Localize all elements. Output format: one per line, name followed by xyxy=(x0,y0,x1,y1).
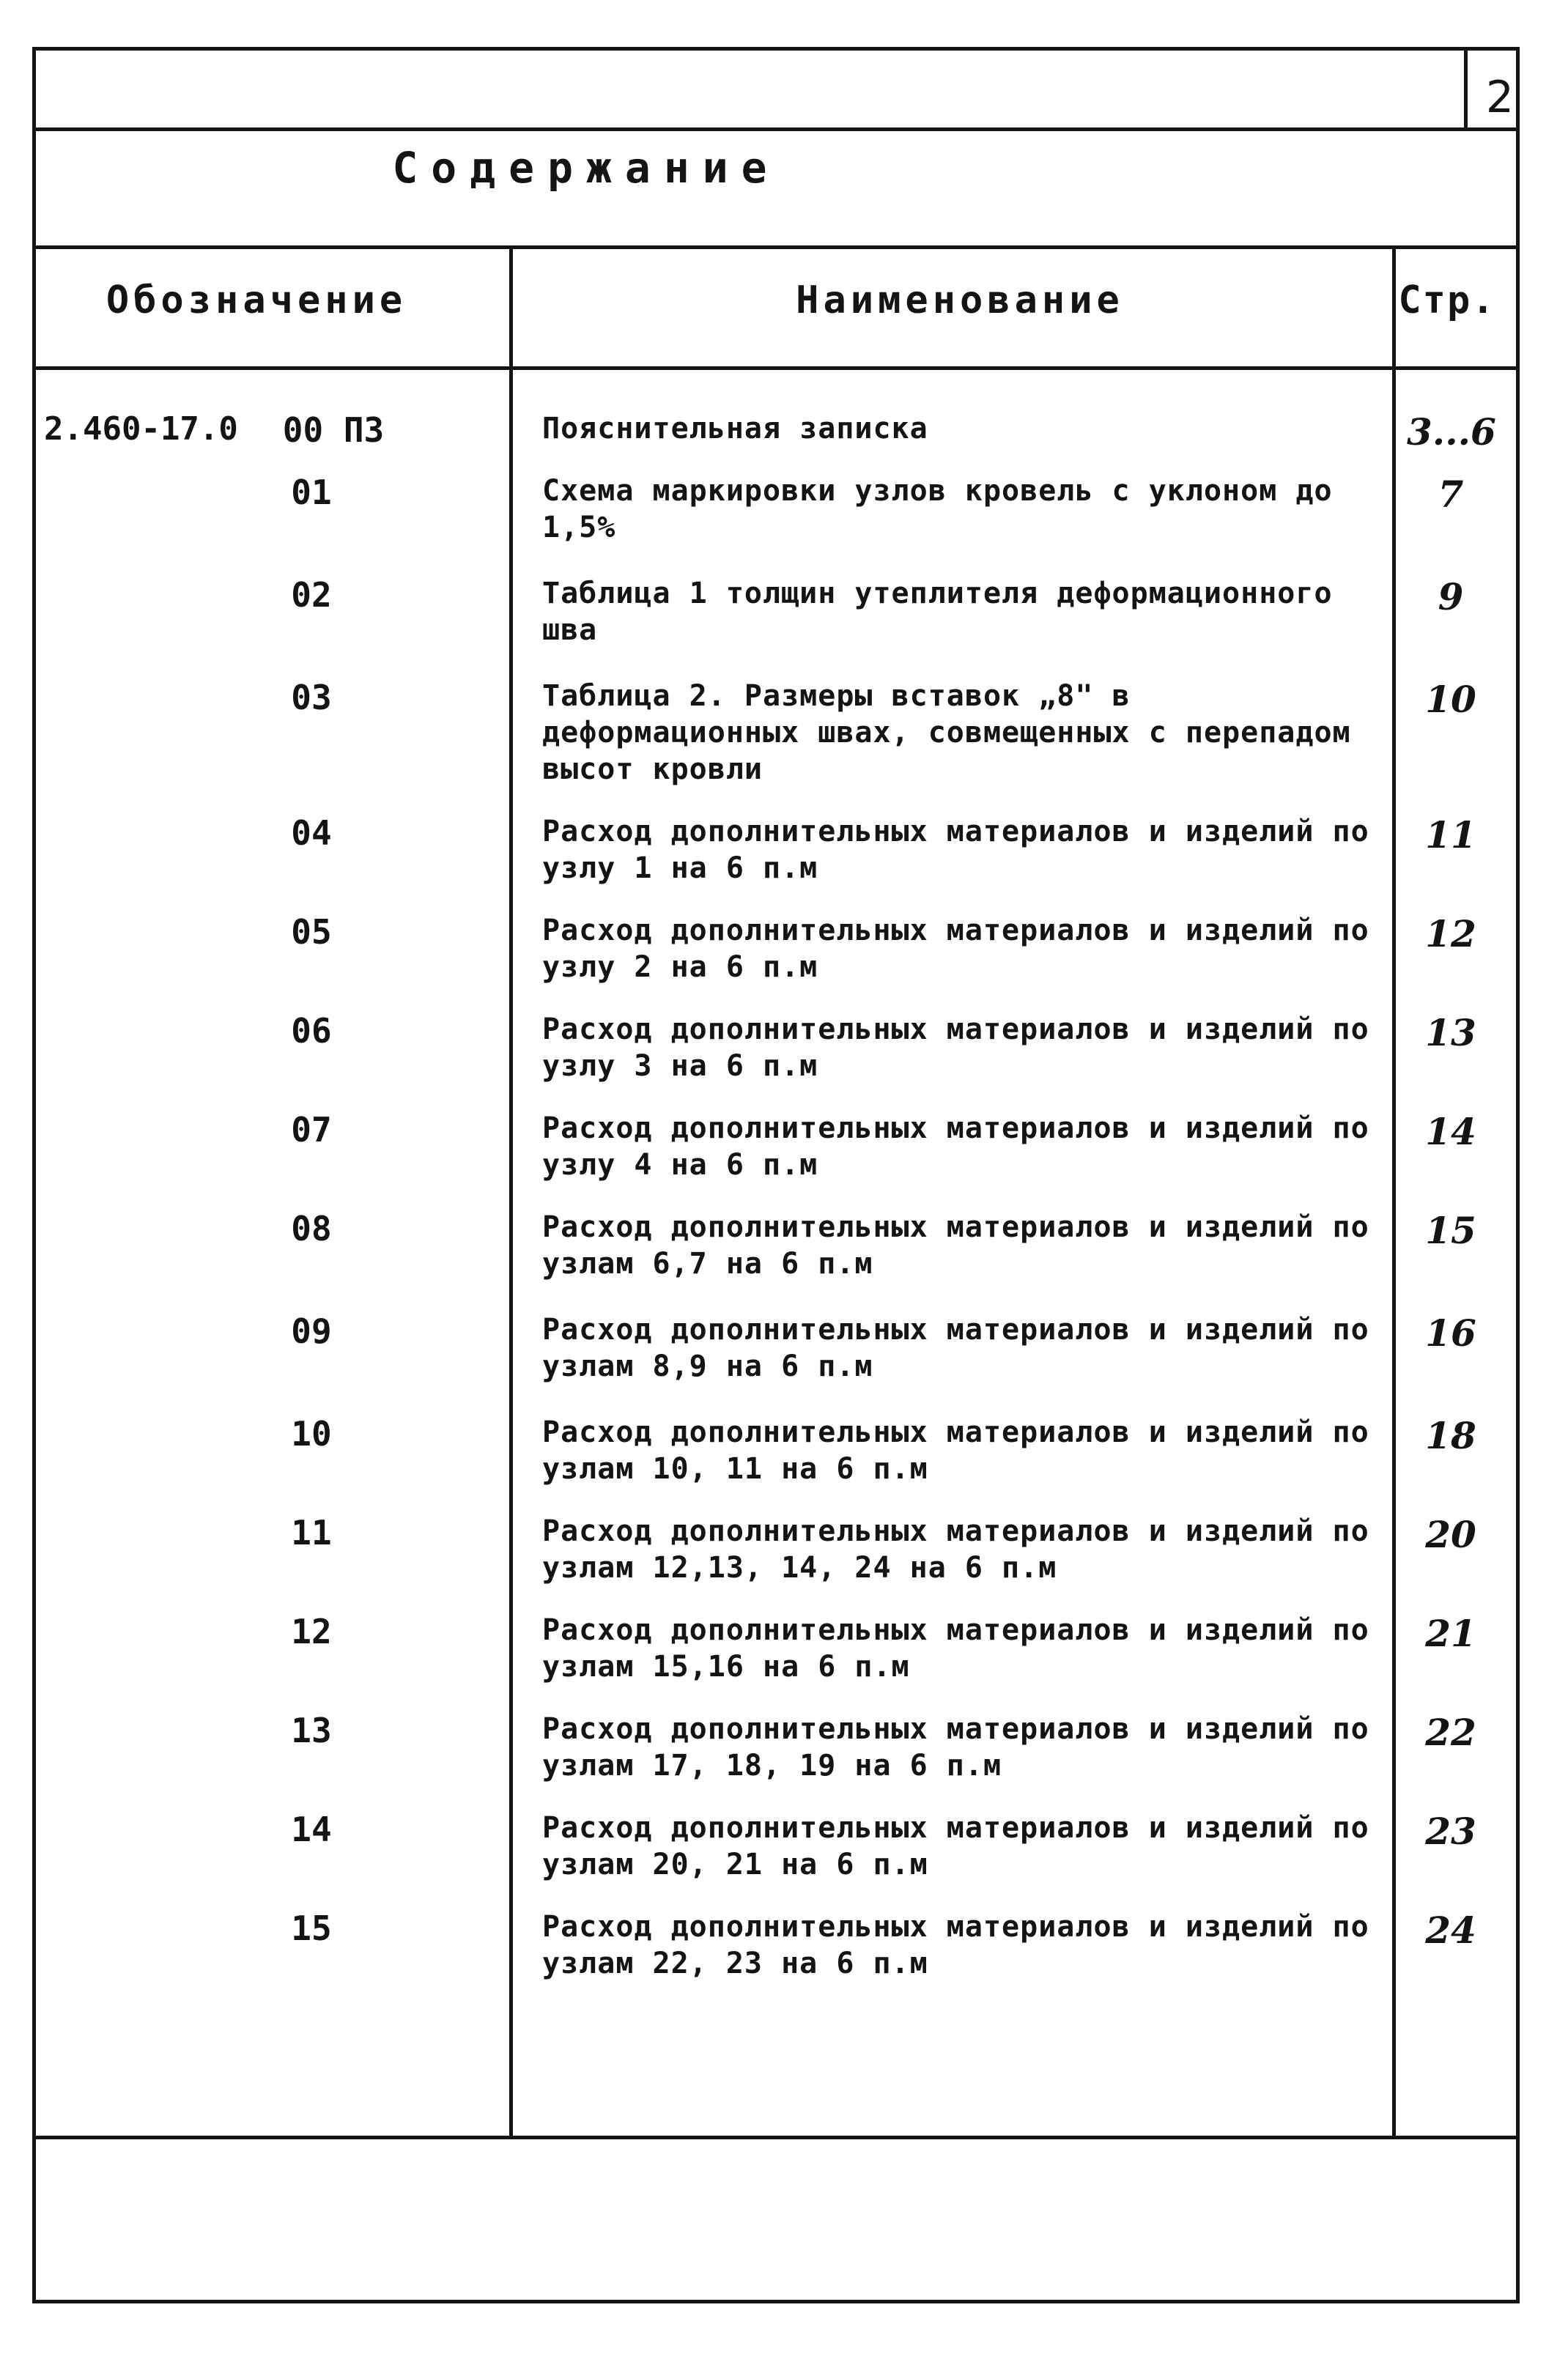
designation-code: 15 xyxy=(291,1909,332,1948)
designation-code: 10 xyxy=(291,1414,332,1454)
row-page: 12 xyxy=(1425,912,1476,955)
designation-code: 05 xyxy=(291,912,332,952)
row-name: Расход дополнительных материалов и изделий по узлам 12,13, 14, 24 на 6 п.м xyxy=(542,1514,1369,1585)
row-page: 3...6 xyxy=(1407,410,1496,454)
row-page: 15 xyxy=(1425,1209,1476,1252)
designation-code: 11 xyxy=(291,1513,332,1552)
header-designation: Обозначение xyxy=(106,278,407,322)
designation-code: 12 xyxy=(291,1612,332,1651)
designation-code: 06 xyxy=(291,1011,332,1051)
header-page: Стр. xyxy=(1398,278,1496,322)
row-name: Расход дополнительных материалов и изделий по узлам 22, 23 на 6 п.м xyxy=(542,1910,1369,1980)
designation-prefix: 2.460-17.0 xyxy=(44,410,238,448)
designation-code: 03 xyxy=(291,678,332,717)
row-name: Схема маркировки узлов кровель с уклоном до 1,5% xyxy=(542,474,1333,544)
row-page: 23 xyxy=(1425,1810,1476,1853)
row-page: 18 xyxy=(1425,1414,1476,1457)
row-name: Расход дополнительных материалов и изделий по узлам 8,9 на 6 п.м xyxy=(542,1313,1369,1383)
designation-code: 07 xyxy=(291,1110,332,1150)
row-name: Расход дополнительных материалов и изделий по узлам 20, 21 на 6 п.м xyxy=(542,1811,1369,1881)
sheet-number-divider xyxy=(1464,47,1468,131)
title-bottom-line xyxy=(32,245,1520,249)
row-name: Расход дополнительных материалов и изделий по узлу 1 на 6 п.м xyxy=(542,815,1369,885)
row-page: 13 xyxy=(1425,1011,1476,1054)
row-name: Расход дополнительных материалов и изделий по узлам 10, 11 на 6 п.м xyxy=(542,1415,1369,1486)
row-page: 9 xyxy=(1438,575,1464,618)
row-page: 21 xyxy=(1425,1612,1476,1655)
row-page: 7 xyxy=(1438,473,1464,516)
row-name: Расход дополнительных материалов и изделий по узлам 17, 18, 19 на 6 п.м xyxy=(542,1712,1369,1783)
title-block-top-line xyxy=(32,127,1520,131)
row-name: Расход дополнительных материалов и изделий по узлу 2 на 6 п.м xyxy=(542,914,1369,984)
row-page: 14 xyxy=(1425,1110,1476,1153)
header-name: Наименование xyxy=(796,278,1124,322)
row-name: Расход дополнительных материалов и изделий по узлу 4 на 6 п.м xyxy=(542,1111,1369,1182)
designation-code: 14 xyxy=(291,1810,332,1849)
row-page: 20 xyxy=(1425,1513,1476,1556)
designation-code: 09 xyxy=(291,1311,332,1351)
column-divider-name-page xyxy=(1392,245,1396,2139)
designation-code: 13 xyxy=(291,1711,332,1750)
row-page: 11 xyxy=(1425,813,1476,856)
designation-code: 04 xyxy=(291,813,332,853)
row-page: 16 xyxy=(1425,1311,1476,1355)
designation-code: 00 ПЗ xyxy=(282,410,385,450)
row-name: Расход дополнительных материалов и изделий по узлам 6,7 на 6 п.м xyxy=(542,1210,1369,1281)
row-name: Расход дополнительных материалов и изделий по узлам 15,16 на 6 п.м xyxy=(542,1613,1369,1684)
row-name: Таблица 2. Размеры вставок „8" в деформационных швах, совмещенных с перепадом высот кровли xyxy=(542,679,1351,786)
column-divider-code-name xyxy=(509,245,513,2139)
contents-title: Содержание xyxy=(392,143,780,193)
row-name: Пояснительная записка xyxy=(542,412,928,445)
designation-code: 08 xyxy=(291,1209,332,1248)
row-page: 10 xyxy=(1425,678,1476,721)
row-page: 24 xyxy=(1425,1909,1476,1952)
designation-code: 02 xyxy=(291,575,332,615)
table-bottom-line xyxy=(32,2136,1520,2139)
row-page: 22 xyxy=(1425,1711,1476,1754)
header-bottom-line xyxy=(32,366,1520,370)
designation-code: 01 xyxy=(291,473,332,512)
sheet-number: 2 xyxy=(1485,72,1515,123)
row-name: Расход дополнительных материалов и изделий по узлу 3 на 6 п.м xyxy=(542,1013,1369,1083)
row-name: Таблица 1 толщин утеплителя деформационного шва xyxy=(542,577,1333,647)
